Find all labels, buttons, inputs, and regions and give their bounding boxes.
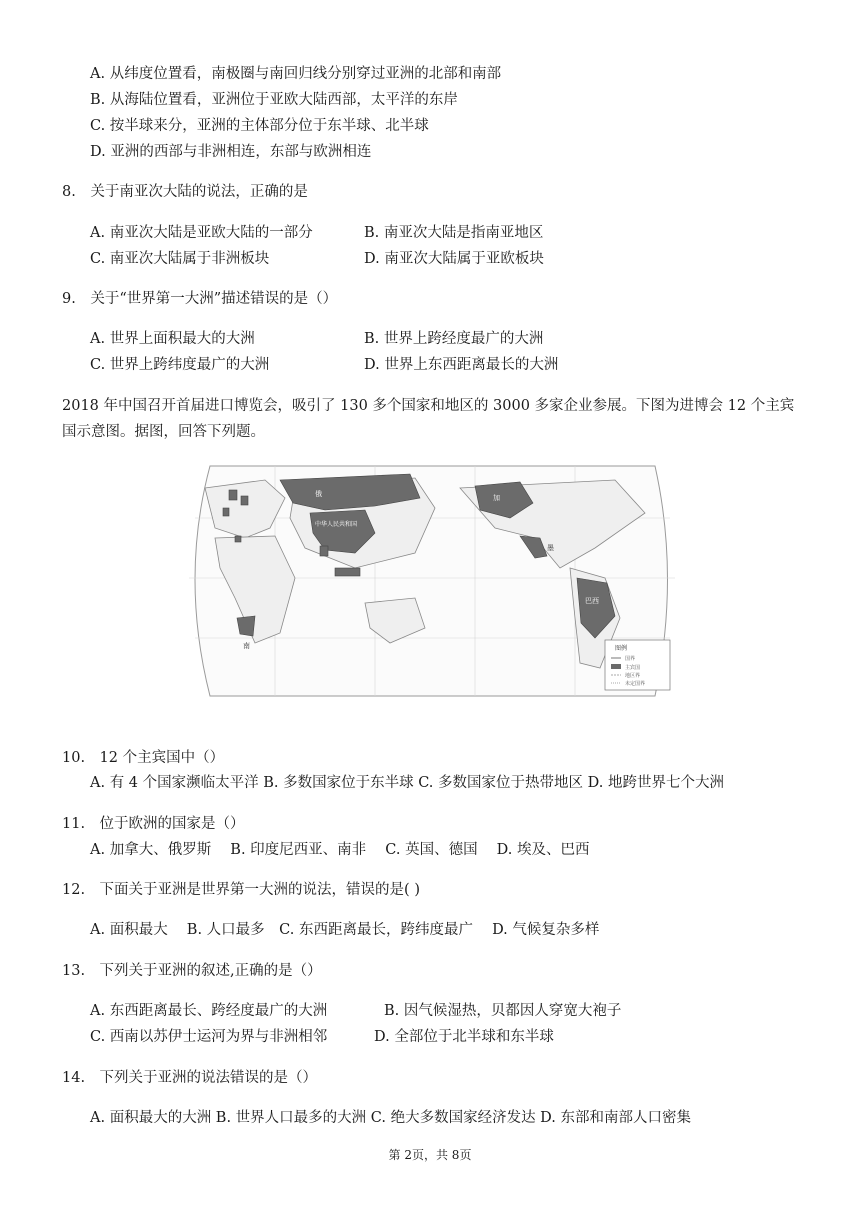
south-asia-shape <box>320 546 328 556</box>
page-footer: 第 2页，共 8页 <box>388 1148 472 1162</box>
map-label-russia: 俄 <box>315 490 322 498</box>
q13-stem: 13. 下列关于亚洲的叙述,正确的是（） <box>62 963 322 979</box>
q8-stem: 8. 关于南亚次大陆的说法，正确的是 <box>62 184 308 200</box>
legend-item-4: 未定国界 <box>625 681 646 687</box>
west-europe-shape <box>223 508 229 516</box>
q10-stem: 10. 12 个主宾国中（） <box>62 750 225 766</box>
q9-stem: 9. 关于“世界第一大洲”描述错误的是（） <box>62 291 338 307</box>
world-map <box>175 458 690 703</box>
legend-title: 图例 <box>615 645 628 652</box>
germany-shape <box>241 496 248 505</box>
egypt-shape <box>235 536 241 542</box>
q9-option-c: C. 世界上跨纬度最广的大洲 <box>90 357 270 373</box>
q8-option-c: C. 南亚次大陆属于非洲板块 <box>90 251 270 267</box>
map-label-mexico: 墨 <box>547 544 554 552</box>
q8-option-d: D. 南亚次大陆属于亚欧板块 <box>364 251 544 267</box>
q14-options: A. 面积最大的大洲 B. 世界人口最多的大洲 C. 绝大多数国家经济发达 D. 东部和南部人口密集 <box>90 1110 692 1126</box>
map-legend <box>605 640 670 690</box>
q9-option-b: B. 世界上跨经度最广的大洲 <box>364 331 544 347</box>
q13-option-a: A. 东西距离最长、跨经度最广的大洲 <box>90 1003 328 1019</box>
map-label-canada: 加 <box>493 494 500 502</box>
q7-option-d: D. 亚洲的西部与非洲相连，东部与欧洲相连 <box>90 144 372 160</box>
q10-options: A. 有 4 个国家濒临太平洋 B. 多数国家位于东半球 C. 多数国家位于热带地区 D. 地跨世界七个大洲 <box>90 775 724 791</box>
legend-item-3: 地区界 <box>625 673 641 679</box>
q13-option-b: B. 因气候湿热，贝都因人穿宽大袍子 <box>384 1003 622 1019</box>
q8-option-a: A. 南亚次大陆是亚欧大陆的一部分 <box>90 225 313 241</box>
q7-option-b: B. 从海陆位置看，亚洲位于亚欧大陆西部，太平洋的东岸 <box>90 92 458 108</box>
q9-option-d: D. 世界上东西距离最长的大洲 <box>364 357 559 373</box>
q8-option-b: B. 南亚次大陆是指南亚地区 <box>364 225 544 241</box>
q9-option-a: A. 世界上面积最大的大洲 <box>90 331 255 347</box>
q11-stem: 11. 位于欧洲的国家是（） <box>62 816 245 832</box>
intro-line-2: 国示意图。据图，回答下列题。 <box>62 424 265 440</box>
q14-stem: 14. 下列关于亚洲的说法错误的是（） <box>62 1070 318 1086</box>
world-map-figure <box>175 458 690 703</box>
q7-option-a: A. 从纬度位置看，南极圈与南回归线分别穿过亚洲的北部和南部 <box>90 66 502 82</box>
uk-shape <box>229 490 237 500</box>
q12-stem: 12. 下面关于亚洲是世界第一大洲的说法，错误的是( ) <box>62 882 420 898</box>
indonesia-shape <box>335 568 360 576</box>
q12-options: A. 面积最大 B. 人口最多 C. 东西距离最长，跨纬度最广 D. 气候复杂多样 <box>90 922 600 938</box>
map-label-china: 中华人民共和国 <box>315 521 358 528</box>
legend-item-2: 主宾国 <box>625 665 641 671</box>
intro-line-1: 2018 年中国召开首届进口博览会，吸引了 130 多个国家和地区的 3000 多家企业参展。下图为进博会 12 个主宾 <box>62 398 795 414</box>
map-label-south-africa: 南 <box>243 642 250 650</box>
south-africa-shape <box>237 616 255 636</box>
q13-option-d: D. 全部位于北半球和东半球 <box>374 1029 554 1045</box>
legend-item-1: 国界 <box>625 656 636 662</box>
q11-options: A. 加拿大、俄罗斯 B. 印度尼西亚、南非 C. 英国、德国 D. 埃及、巴西 <box>90 842 590 858</box>
q13-option-c: C. 西南以苏伊士运河为界与非洲相邻 <box>90 1029 328 1045</box>
map-label-brazil: 巴西 <box>585 597 599 605</box>
q7-option-c: C. 按半球来分，亚洲的主体部分位于东半球、北半球 <box>90 118 429 134</box>
